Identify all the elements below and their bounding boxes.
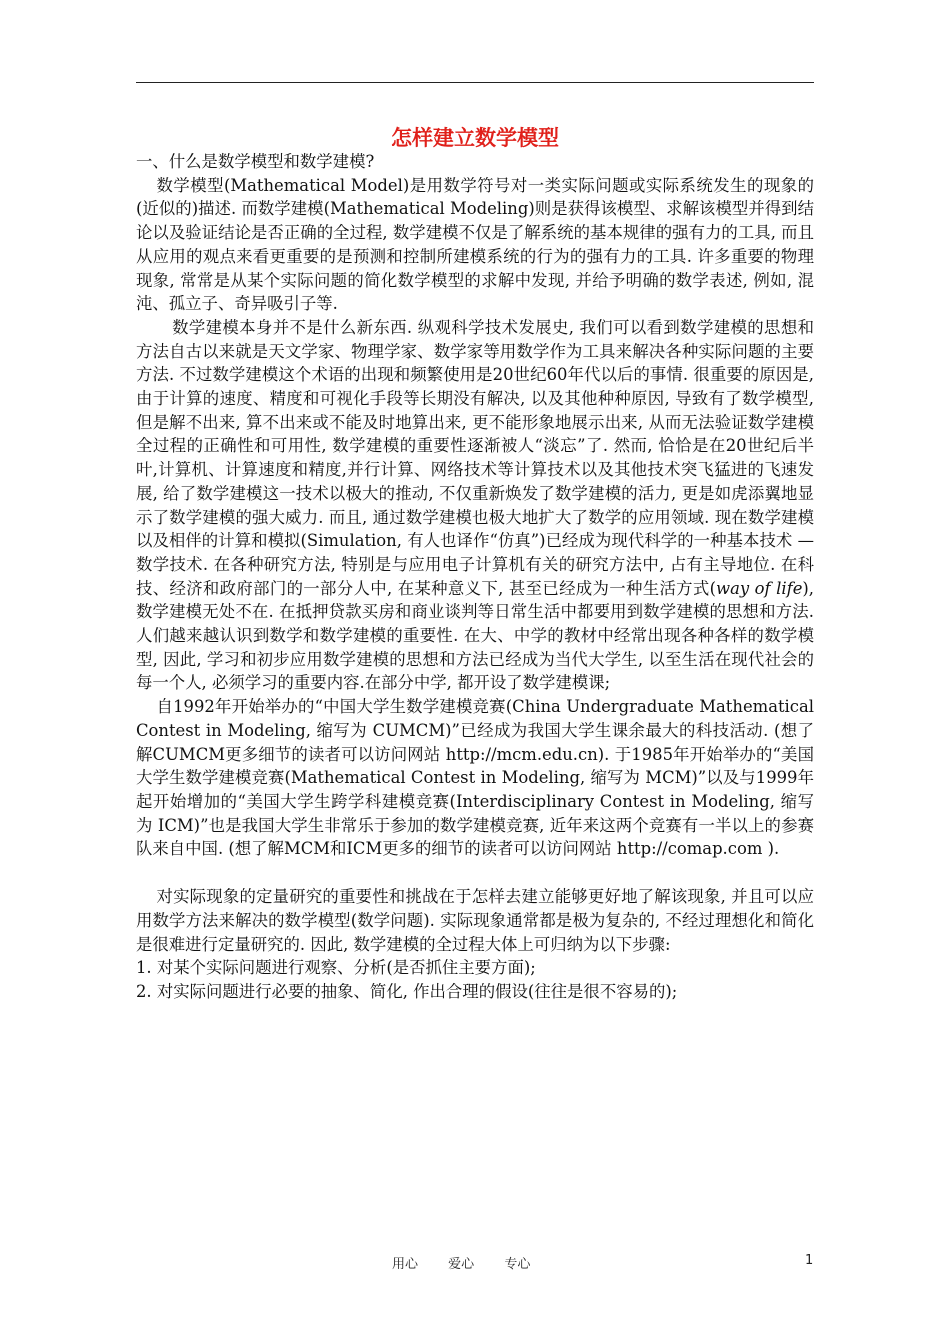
paragraph-2-text-b: ), 数学建模无处不在. 在抵押贷款买房和商业谈判等日常生活中都要用到数学建模的思想和方法. 人们越来越认识到数学和数学建模的重要性. 在大、中学的教材中经常出现各种各样的数学模型, 因此, 学习和初步应用数学建模的思想和方法已经成为当代大学生, 以至生活在现代社会的每一个人, 必须学习的重要内容.在部分中学, 都开设了数学建模课;: [136, 578, 815, 693]
paragraph-1: 数学模型(Mathematical Model)是用数学符号对一类实际问题或实际系统发生的现象的(近似的)描述. 而数学建模(Mathematical Modeling)则是获得该模型、求解该模型并得到结论以及验证结论是否正确的全过程, 数学建模不仅是了解系统的基本规律的强有力的工具, 而且从应用的观点来看更重要的是预测和控制所建模系统的行为的强有力的工具. 许多重要的物理现象, 常常是从某个实际问题的简化数学模型的求解中发现, 并给予明确的数学表述, 例如, 混沌、孤立子、奇异吸引子等.: [136, 175, 814, 314]
footer-word: 爱心: [448, 1257, 475, 1272]
footer-word: 用心: [392, 1257, 419, 1272]
paragraph-2-italic: way of life: [716, 578, 803, 598]
page-footer: [392, 1253, 556, 1272]
footer-word: 专心: [504, 1257, 531, 1272]
paragraph-3: 自1992年开始举办的“中国大学生数学建模竞赛(China Undergraduate Mathematical Contest in Modeling, 缩写为 CUMCM)”已经成为我国大学生课余最大的科技活动. (想了解CUMCM更多细节的读者可以访问网站 http://mcm.edu.cn). 于1985年开始举办的“美国大学生数学建模竞赛(Mathematical Contest in Modeling, 缩写为 MCM)”以及与1999年起开始增加的“美国大学生跨学科建模竞赛(Interdisciplinary Contest in Modeling, 缩写为 ICM)”也是我国大学生非常乐于参加的数学建模竞赛, 近年来这两个竞赛有一半以上的参赛队来自中国. (想了解MCM和ICM更多的细节的读者可以访问网站 http://comap.com ).: [136, 697, 814, 859]
paragraph-2-text-a: 数学建模本身并不是什么新东西. 纵观科学技术发展史, 我们可以看到数学建模的思想和方法自古以来就是天文学家、物理学家、数学家等用数学作为工具来解决各种实际问题的主要方法. 不过数学建模这个术语的出现和频繁使用是20世纪60年代以后的事情. 很重要的原因是, 由于计算的速度、精度和可视化手段等长期没有解决, 以及其他种种原因, 导致有了数学模型, 但是解不出来, 算不出来或不能及时地算出来, 更不能形象地展示出来, 从而无法验证数学建模全过程的正确性和可用性, 数学建模的重要性逐渐被人“淡忘”了. 然而, 恰恰是在20世纪后半叶,计算机、计算速度和精度,并行计算、网络技术等计算技术以及其他技术突飞猛进的飞速发展, 给了数学建模这一技术以极大的推动, 不仅重新焕发了数学建模的活力, 更是如虎添翼地显示了数学建模的强大威力. 而且, 通过数学建模也极大地扩大了数学的应用领域. 现在数学建模以及相伴的计算和模拟(Simulation, 有人也译作“仿真”)已经成为现代科学的一种基本技术 — 数学技术. 在各种研究方法, 特别是与应用电子计算机有关的研究方法中, 占有主导地位. 在科技、经济和政府部门的一部分人中, 在某种意义下, 甚至已经成为一种生活方式(: [136, 317, 814, 598]
document-body: [136, 150, 814, 1004]
header-rule: [136, 82, 814, 83]
document-title: 怎样建立数学模型: [391, 126, 559, 150]
paragraph-4: 对实际现象的定量研究的重要性和挑战在于怎样去建立能够更好地了解该现象, 并且可以应用数学方法来解决的数学模型(数学问题). 实际现象通常都是极为复杂的, 不经过理想化和简化是很难进行定量研究的. 因此, 数学建模的全过程大体上可归纳为以下步骤:: [136, 887, 814, 954]
step-item: 1. 对某个实际问题进行观察、分析(是否抓住主要方面);: [136, 958, 536, 978]
section-heading: 一、什么是数学模型和数学建模?: [136, 152, 375, 171]
page-number: 1: [805, 1253, 814, 1268]
step-item: 2. 对实际问题进行必要的抽象、简化, 作出合理的假设(往往是很不容易的);: [136, 981, 678, 1001]
paragraph-2: [136, 316, 814, 695]
paragraph-gap: [136, 861, 814, 885]
